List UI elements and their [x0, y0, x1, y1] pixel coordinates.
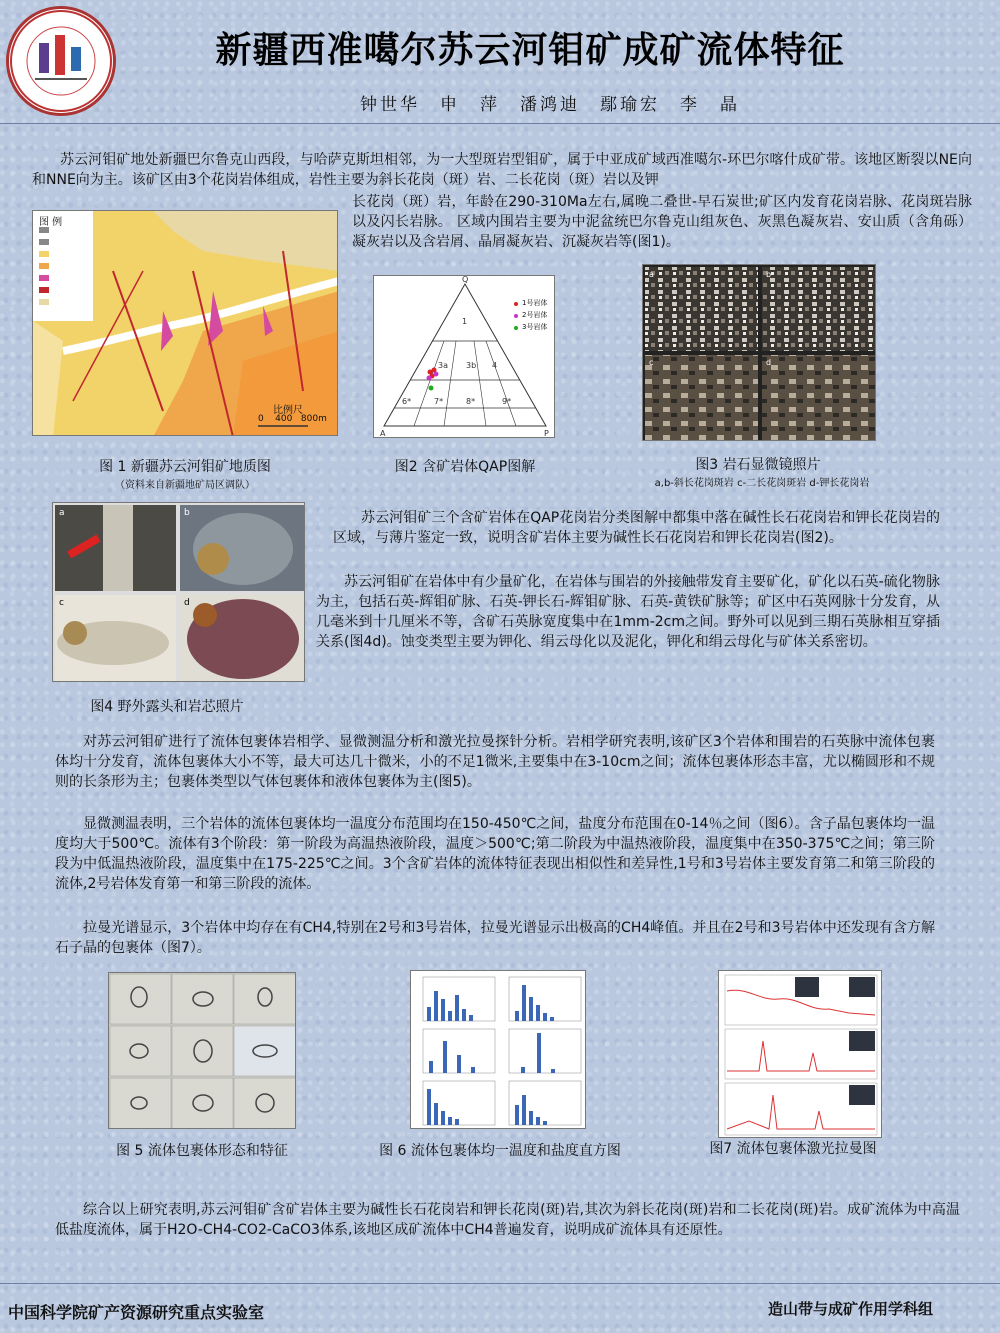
conclusion-paragraph: 综合以上研究表明,苏云河钼矿含矿岩体主要为碱性长石花岗岩和钾长花岗(斑)岩,其次为斜长花岗(斑)岩和二长花岗(斑)岩。成矿流体为中高温低盐度流体，属于H2O-CH4-CO2-CaCO3体系,该地区成矿流体中CH4普遍发育，说明成矿流体具有还原性。: [55, 1202, 960, 1238]
institute-logo: [6, 6, 116, 116]
svg-text:a: a: [59, 508, 65, 518]
footer-research-group: 造山带与成矿作用学科组: [768, 1300, 934, 1318]
svg-text:3b: 3b: [466, 361, 477, 370]
fig5-caption: 图 5 流体包裹体形态和特征: [116, 1143, 288, 1159]
svg-text:6*: 6*: [402, 397, 412, 406]
geological-map: [32, 210, 338, 436]
legend-marker-body1: [514, 302, 518, 306]
fig2-caption: 图2 含矿岩体QAP图解: [394, 459, 536, 475]
fig6-caption: 图 6 流体包裹体均一温度和盐度直方图: [379, 1143, 621, 1159]
mineralization-paragraph: 苏云河钼矿在岩体中有少量矿化，在岩体与围岩的外接触带发育主要矿化，矿化以石英-硫化物脉为主，包括石英-辉钼矿脉、石英-钾长石-辉钼矿脉、石英-黄铁矿脉等；矿区中石英网脉十分发育，从几毫米到十几厘米不等，含矿石英脉宽度集中在1mm-2cm之间。野外可以见到三期石英脉相互穿插关系(图4d)。蚀变类型主要为钾化、绢云母化以及泥化，钾化和绢云母化与矿体关系密切。: [316, 574, 940, 650]
svg-text:c: c: [649, 358, 654, 367]
map-legend-title: 图 例: [39, 217, 63, 228]
raman-spectra: [718, 970, 882, 1138]
raman-paragraph: 拉曼光谱显示，3个岩体中均存在有CH4,特别在2号和3号岩体，拉曼光谱显示出极高的CH4峰值。并且在2号和3号岩体中还发现有含方解石子晶的包裹体（图7）。: [55, 920, 935, 956]
fig3-sub-caption: a,b-斜长花岗斑岩 c-二长花岗斑岩 d-钾长花岗岩: [654, 478, 870, 489]
svg-text:P: P: [544, 429, 549, 438]
map-scale-label: 比例尺: [273, 405, 303, 416]
svg-text:d: d: [184, 598, 190, 608]
qap-legend-1: 1号岩体: [522, 299, 548, 307]
qap-paragraph: 苏云河钼矿三个含矿岩体在QAP花岗岩分类图解中都集中落在碱性长石花岗岩和钾长花岗岩的区域，与薄片鉴定一致，说明含矿岩体主要为碱性长石花岗岩和钾长花岗岩(图2)。: [333, 510, 940, 546]
map-scale-ticks: 0 400 800m: [258, 414, 327, 424]
svg-text:c: c: [59, 598, 64, 608]
svg-text:a: a: [649, 270, 654, 279]
qap-legend-2: 2号岩体: [522, 311, 548, 319]
footer-divider: [0, 1283, 1000, 1284]
svg-text:3a: 3a: [438, 361, 448, 370]
svg-text:b: b: [766, 270, 772, 279]
microthermometry-paragraph: 显微测温表明，三个岩体的流体包裹体均一温度分布范围均在150-450℃之间，盐度分布范围在0-14％之间（图6）。含子晶包裹体均一温度均大于500℃。流体有3个阶段：第一阶段为高温热液阶段，温度＞500℃;第二阶段为中温热液阶段，温度集中在350-375℃之间；第三阶段为中低温热液阶段，温度集中在175-225℃之间。3个含矿岩体的流体特征表现出相似性和差异性,1号和3号岩体主要发育第二和第三阶段的流体,2号岩体发育第一和第三阶段的流体。: [55, 816, 935, 892]
inclusion-petrography-paragraph: 对苏云河钼矿进行了流体包裹体岩相学、显微测温分析和激光拉曼探针分析。岩相学研究表明,该矿区3个岩体和围岩的石英脉中流体包裹体均十分发育，流体包裹体大小不等，最大可达几十微米，小的不足1微米,主要集中在3-10cm之间；流体包裹体形态丰富，尤以椭圆形和不规则的长条形为主；包裹体类型以气体包裹体和液体包裹体为主(图5)。: [55, 734, 935, 790]
poster-title: 新疆西准噶尔苏云河钼矿成矿流体特征: [215, 29, 845, 71]
svg-text:b: b: [184, 508, 190, 518]
svg-text:8*: 8*: [466, 397, 476, 406]
inclusion-photo-grid: [108, 972, 296, 1129]
legend-marker-body3: [514, 326, 518, 330]
microscope-photo-grid: [642, 264, 876, 441]
outcrop-photo-grid: [52, 502, 305, 682]
svg-text:7*: 7*: [434, 397, 444, 406]
svg-text:9*: 9*: [502, 397, 512, 406]
logo-emblem-icon: [9, 9, 113, 113]
svg-text:Q: Q: [462, 276, 469, 284]
svg-text:d: d: [766, 358, 772, 367]
author-list: 钟世华 申 萍 潘鸿迪 鄢瑜宏 李 晶: [360, 95, 740, 115]
header-divider: [0, 123, 1000, 124]
fig1-source: （资料来自新疆地矿局区调队）: [115, 480, 255, 491]
fig4-caption: 图4 野外露头和岩芯照片: [90, 699, 244, 715]
fig1-caption: 图 1 新疆苏云河钼矿地质图: [99, 459, 271, 475]
qap-legend-3: 3号岩体: [522, 323, 548, 331]
fig7-caption: 图7 流体包裹体激光拉曼图: [709, 1141, 877, 1157]
intro-paragraph-1: 苏云河钼矿地处新疆巴尔鲁克山西段，与哈萨克斯坦相邻，为一大型斑岩型钼矿，属于中亚成矿域西准噶尔-环巴尔喀什成矿带。该地区断裂以NE向和NNE向为主。该矿区由3个花岗岩体组成，岩性主要为斜长花岗（斑）岩、二长花岗（斑）岩以及钾: [32, 152, 972, 188]
svg-text:A: A: [380, 429, 386, 438]
legend-marker-body2: [514, 314, 518, 318]
qap-diagram: [373, 275, 555, 438]
svg-text:1: 1: [462, 317, 468, 326]
homogenization-salinity-histograms: [410, 970, 586, 1129]
svg-text:4: 4: [492, 361, 498, 370]
intro-paragraph-2: 长花岗（斑）岩，年龄在290-310Ma左右,属晚二叠世-早石炭世;矿区内发育花岗岩脉、花岗斑岩脉以及闪长岩脉。 区域内围岩主要为中泥盆统巴尔鲁克山组灰色、灰黑色凝灰岩、安山质（含角砾）凝灰岩以及含岩屑、晶屑凝灰岩、沉凝灰岩等(图1)。: [352, 194, 972, 250]
footer-institution: 中国科学院矿产资源研究重点实验室: [8, 1303, 265, 1322]
fig3-caption: 图3 岩石显微镜照片: [695, 457, 821, 473]
